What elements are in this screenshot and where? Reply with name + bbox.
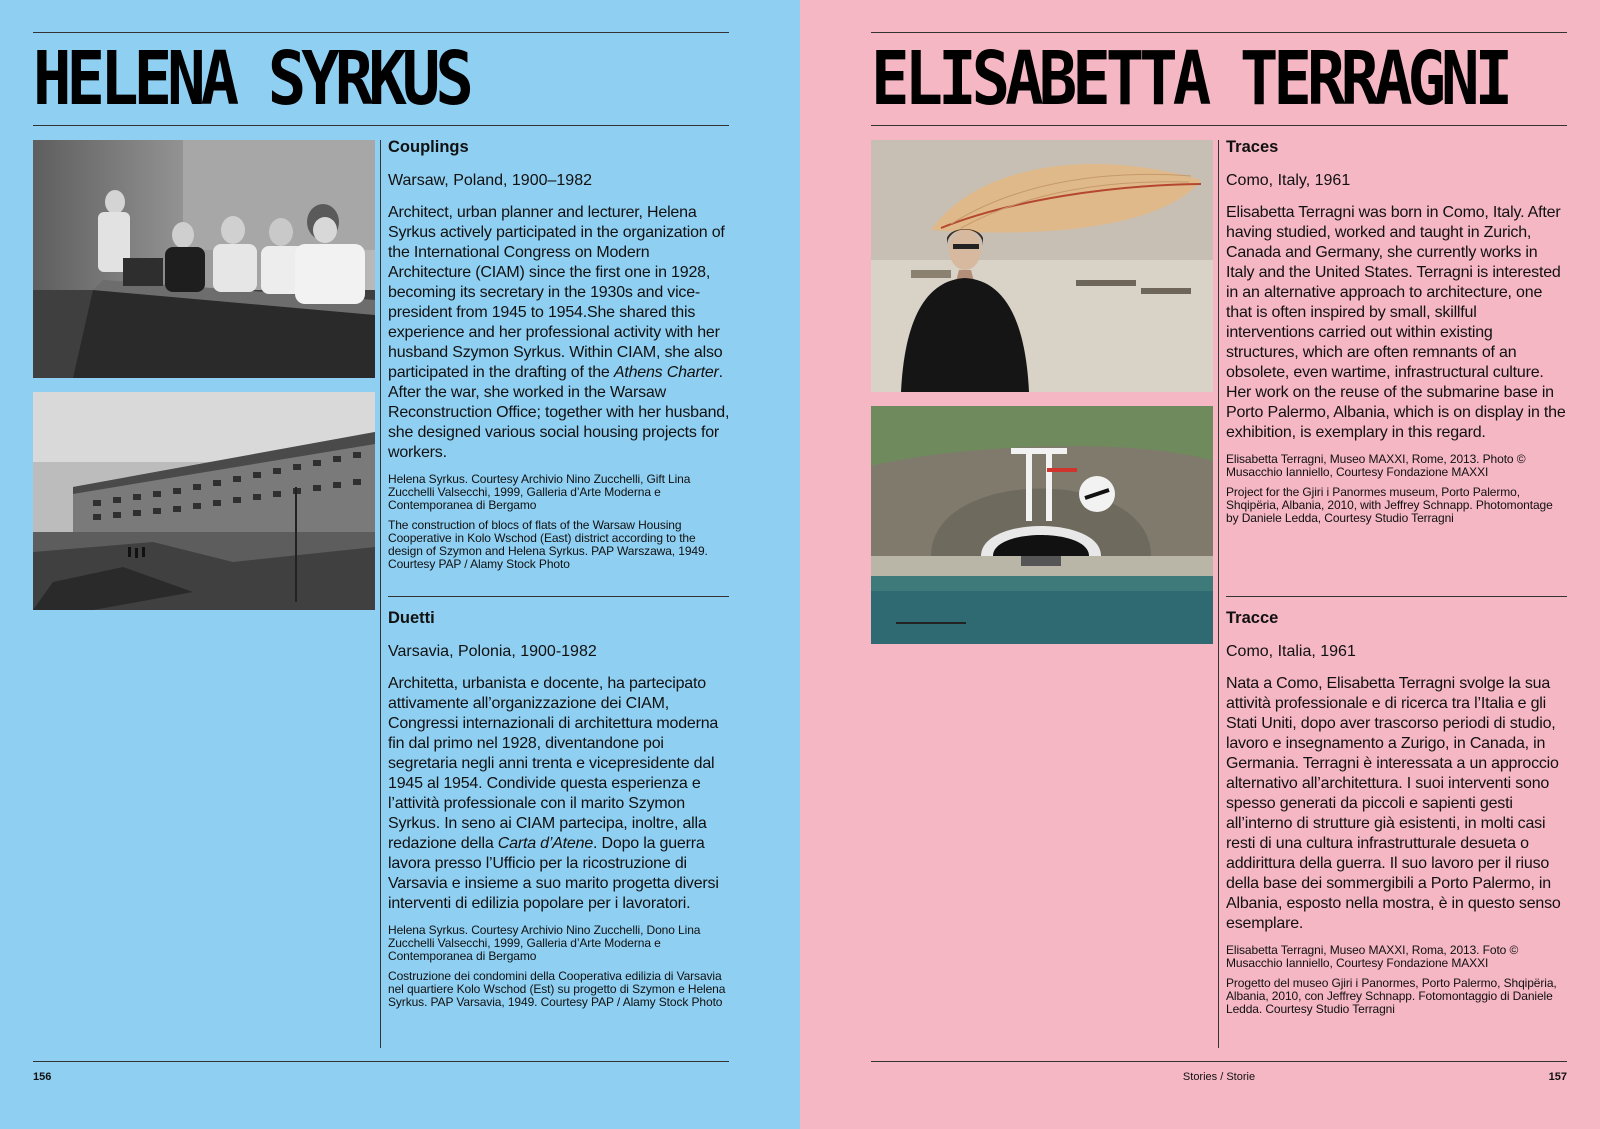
photo-caption-1: Elisabetta Terragni, Museo MAXXI, Roma, 2013. Foto © Musacchio Ianniello, Courtesy Fondazione MAXXI bbox=[1226, 943, 1519, 970]
section-heading: Tracce bbox=[1226, 609, 1279, 627]
photo-caption-1: Helena Syrkus. Courtesy Archivio Nino Zucchelli, Gift Lina Zucchelli Valsecchi, 1999, Galleria d’Arte Moderna e Contemporanea di Bergamo bbox=[388, 472, 691, 512]
photo-caption-2: Costruzione dei condomini della Cooperativa edilizia di Varsavia nel quartiere Kolo Wschod (Est) su progetto di Szymon e Helena Syrkus. PAP Varsavia, 1949. Courtesy PAP / Alamy Stock Photo bbox=[388, 969, 726, 1009]
italic-title: Carta d’Atene bbox=[497, 835, 594, 852]
biography-text: Nata a Como, Elisabetta Terragni svolge la sua attività professionale e di ricerca tra l’Italia e gli Stati Uniti, dopo aver trascorso periodi di studio, lavoro e insegnamento a Zurigo, in Canada, in Germania. Terragni è interessata a un approccio alternativo all’architettura. I suoi interventi sono spesso generati da piccoli e sapienti gesti all’interno di strutture già esistenti, in molti casi resti di una cultura infrastrutturale desueta o addirittura della guerra. Il suo lavoro per il riuso della base dei sommergibili a Porto Palermo, in Albania, esposto nella mostra, è in questo senso esemplare. bbox=[1226, 675, 1561, 932]
section-heading: Traces bbox=[1226, 138, 1279, 156]
section-rule bbox=[1226, 596, 1567, 597]
section-rule bbox=[388, 596, 729, 597]
page-number: 156 bbox=[33, 1071, 52, 1083]
top-rule bbox=[871, 32, 1567, 33]
place-and-dates: Varsavia, Polonia, 1900-1982 bbox=[388, 643, 597, 660]
page-title-helena-syrkus: HELENA SYRKUS bbox=[33, 37, 469, 123]
title-rule bbox=[33, 125, 729, 126]
column-divider bbox=[380, 140, 381, 1048]
biography-text: Architetta, urbanista e docente, ha partecipato attivamente all’organizzazione dei CIAM, Congressi internazionali di architettura moderna fin dal primo nel 1928, diventandone poi segretaria negli anni trenta e vicepresidente dal 1945 al 1954. Condivide questa esperienza e l’attività professionale con il marito Szymon Syrkus. In seno ai CIAM partecipa, inoltre, alla redazione della Carta d’Atene. Dopo la guerra lavora presso l’Ufficio per la ricostruzione di Varsavia e insieme a suo marito progetta diversi interventi di edilizia popolare per i lavoratori. bbox=[388, 675, 719, 912]
photo-caption-2: Project for the Gjiri i Panormes museum, Porto Palermo, Shqipëria, Albania, 2010, with Jeffrey Schnapp. Photomontage by Daniele Ledda, Courtesy Studio Terragni bbox=[1226, 485, 1553, 525]
section-heading: Couplings bbox=[388, 138, 469, 156]
title-rule bbox=[871, 125, 1567, 126]
text-block-en bbox=[388, 137, 730, 578]
place-and-dates: Warsaw, Poland, 1900–1982 bbox=[388, 172, 592, 189]
photo-caption-2: The construction of blocs of flats of the Warsaw Housing Cooperative in Kolo Wschod (East) district according to the design of Szymon and Helena Syrkus. PAP Warszawa, 1949. Courtesy PAP / Alamy Stock Photo bbox=[388, 518, 708, 571]
biography-text: Elisabetta Terragni was born in Como, Italy. After having studied, worked and taught in Zurich, Canada and Germany, she currently works in Italy and the United States. Terragni is interested in an alternative approach to architecture, one that is often inspired by small, skillful interventions carried out within existing structures, which are often remnants of an obsolete, even wartime, infrastructural culture. Her work on the reuse of the submarine base in Porto Palermo, Albania, which is on display in the exhibition, is exemplary in this regard. bbox=[1226, 204, 1566, 441]
text-block-it bbox=[388, 608, 730, 1016]
photo-porto-palermo-submarine-base bbox=[871, 406, 1213, 644]
section-heading: Duetti bbox=[388, 609, 435, 627]
photo-elisabetta-terragni-maxxi bbox=[871, 140, 1213, 392]
photo-warsaw-housing-construction bbox=[33, 392, 375, 610]
place-and-dates: Como, Italy, 1961 bbox=[1226, 172, 1351, 189]
text-block-en bbox=[1226, 137, 1568, 532]
text-block-it bbox=[1226, 608, 1568, 1023]
right-page bbox=[800, 0, 1600, 1129]
page-title-elisabetta-terragni: ELISABETTA TERRAGNI bbox=[871, 37, 1509, 123]
photo-caption-1: Helena Syrkus. Courtesy Archivio Nino Zucchelli, Dono Lina Zucchelli Valsecchi, 1999, Galleria d’Arte Moderna e Contemporanea di Bergamo bbox=[388, 923, 701, 963]
bottom-rule bbox=[871, 1061, 1567, 1062]
column-divider bbox=[1218, 140, 1219, 1048]
place-and-dates: Como, Italia, 1961 bbox=[1226, 643, 1356, 660]
italic-title: Athens Charter bbox=[613, 364, 719, 381]
top-rule bbox=[33, 32, 729, 33]
page-number: 157 bbox=[1548, 1071, 1567, 1083]
bottom-rule bbox=[33, 1061, 729, 1062]
photo-caption-2: Progetto del museo Gjiri i Panormes, Porto Palermo, Shqipëria, Albania, 2010, con Jeffrey Schnapp. Fotomontaggio di Daniele Ledda. Courtesy Studio Terragni bbox=[1226, 976, 1557, 1016]
photo-caption-1: Elisabetta Terragni, Museo MAXXI, Rome, 2013. Photo © Musacchio Ianniello, Courtesy Fondazione MAXXI bbox=[1226, 452, 1526, 479]
photo-helena-syrkus-congress bbox=[33, 140, 375, 378]
biography-text: Architect, urban planner and lecturer, Helena Syrkus actively participated in the organization of the International Congress on Modern Architecture (CIAM) since the first one in 1928, becoming its secretary in the 1930s and vice-president from 1945 to 1954.She shared this experience and her professional activity with her husband Szymon Syrkus. Within CIAM, she also participated in the drafting of the Athens Charter. After the war, she worked in the Warsaw Reconstruction Office; together with her husband, she designed various social housing projects for workers. bbox=[388, 204, 730, 461]
running-head: Stories / Storie bbox=[1182, 1071, 1256, 1083]
